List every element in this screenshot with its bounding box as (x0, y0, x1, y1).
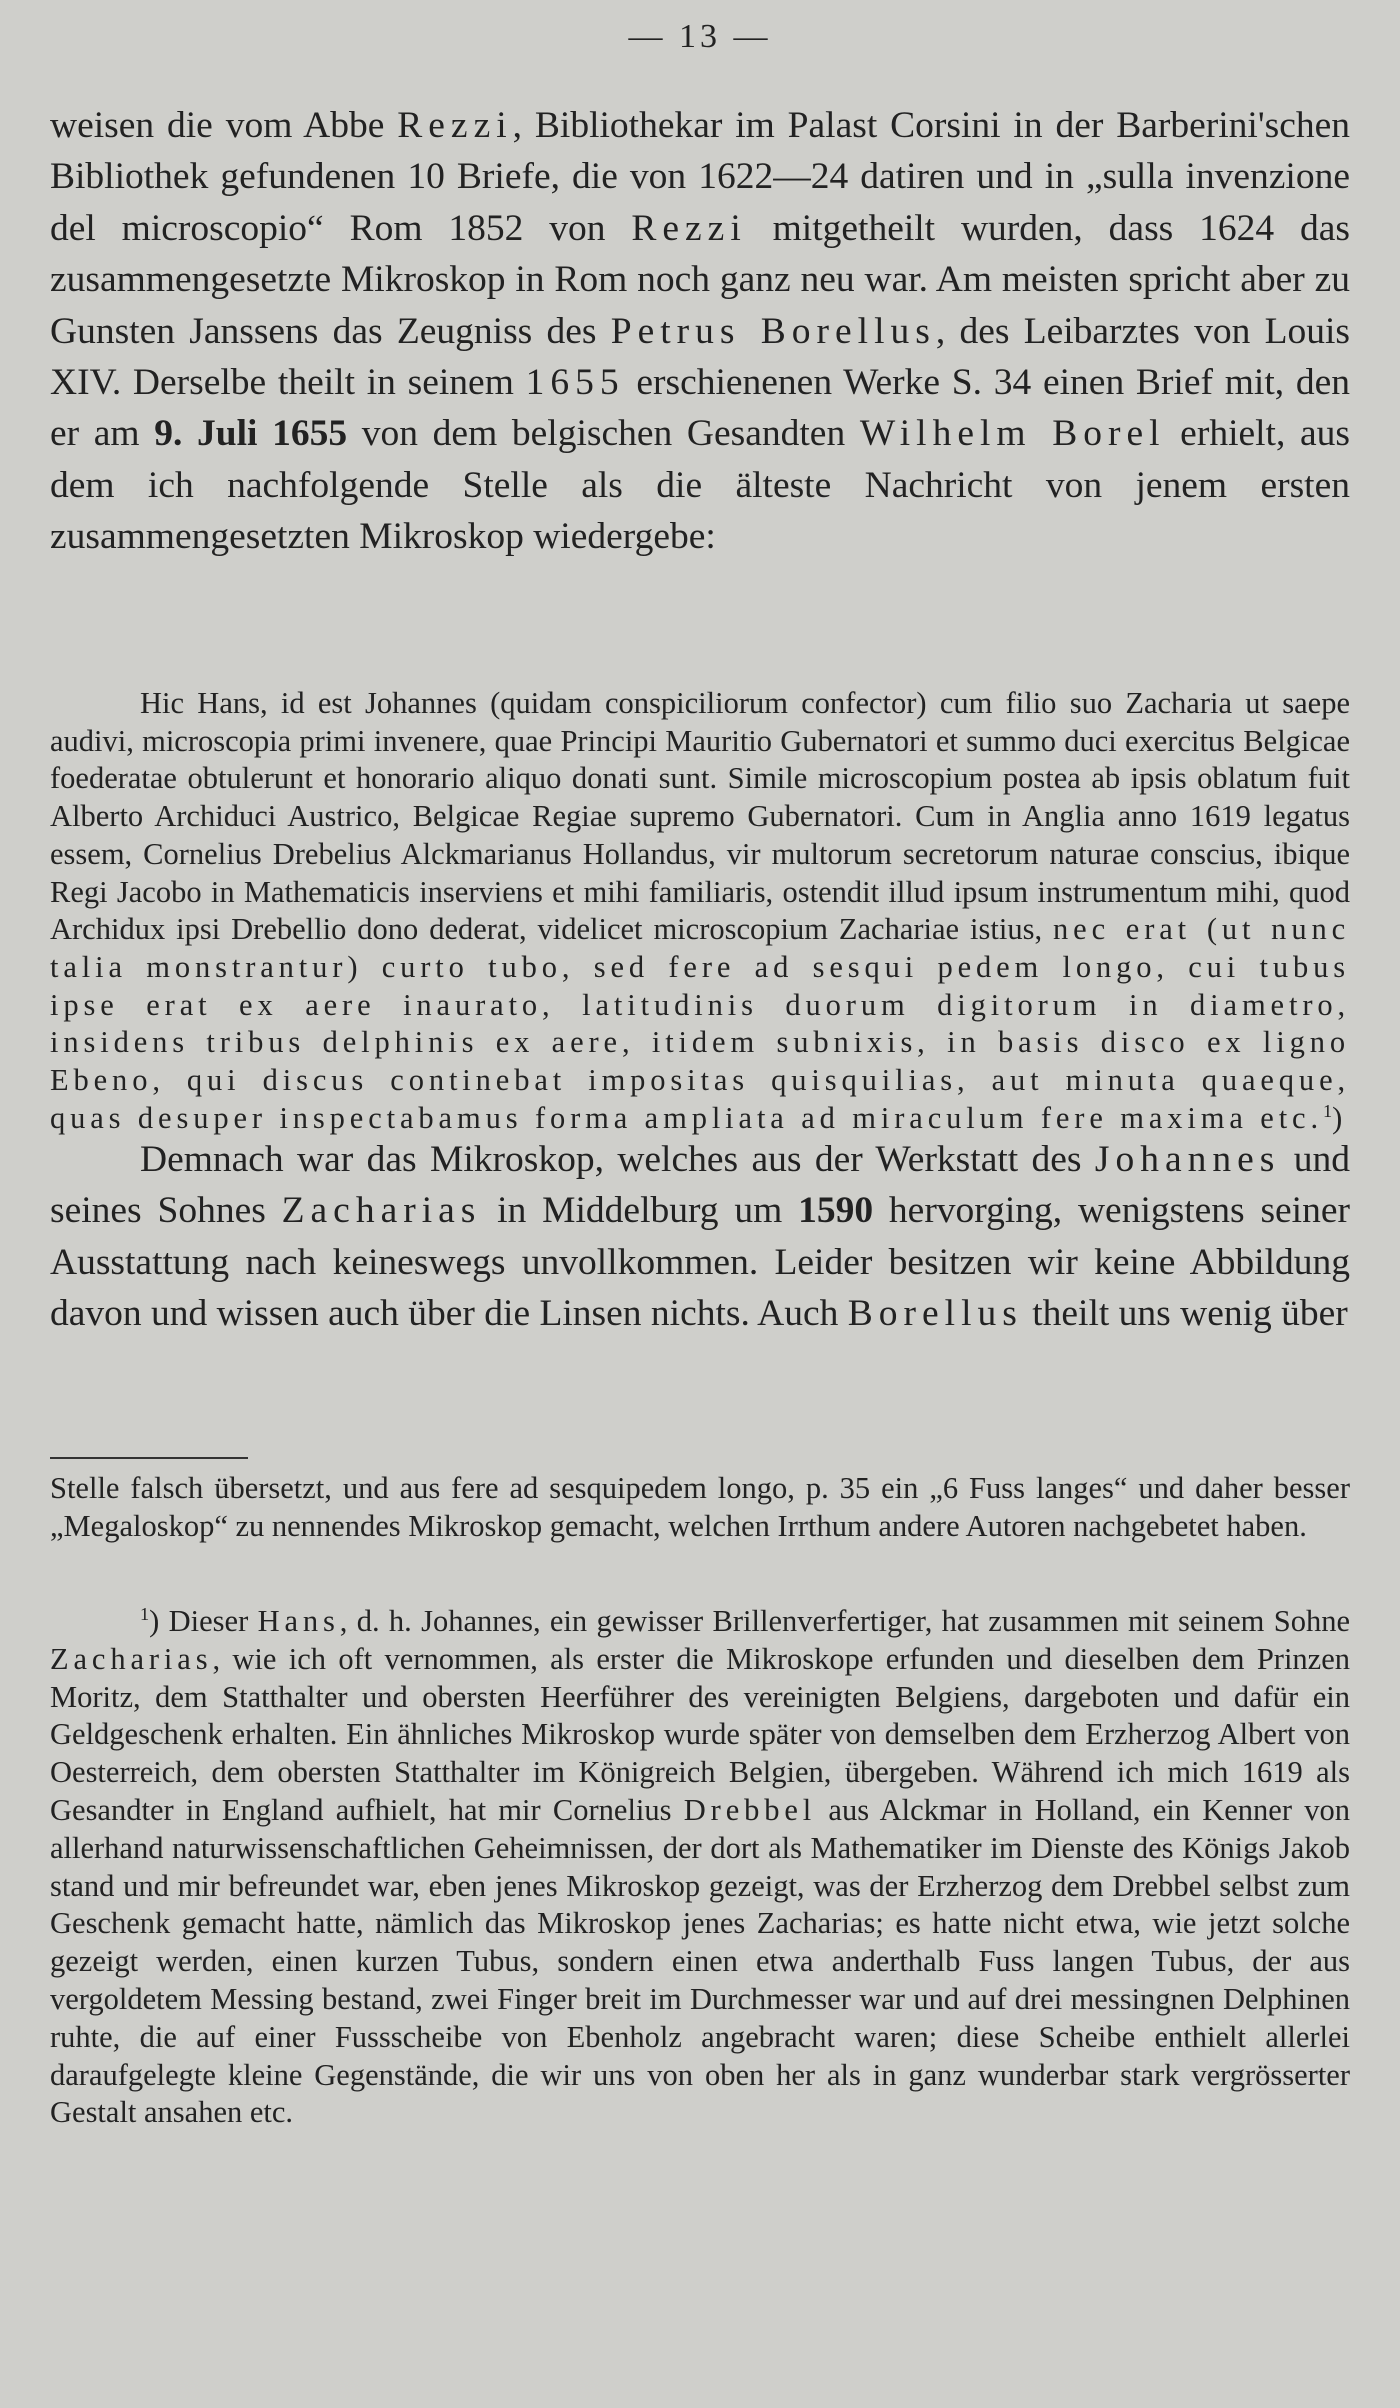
body-paragraph-2 (50, 1134, 1350, 1340)
footnote-mark: 1 (140, 1603, 150, 1624)
spaced-name-zacharias: Zacharias (50, 1641, 213, 1676)
text-run: ) Dieser (149, 1604, 258, 1638)
footnote-divider (50, 1457, 248, 1459)
body-paragraph-1 (50, 100, 1350, 563)
text-run: , wie ich oft vernommen, als erster die Mikroskope erfunden und dieselben dem Prinzen Moritz, dem Statthalter und obersten Heerführer des vereinigten Belgiens, dargeboten und dafür ein Geldgeschenk erhalten. Ein ähnliches Mikroskop wurde später von demselben dem Erzherzog Albert von Oesterreich, dem obersten Statthalter im Königreich Belgien, übergeben. Während ich mich 1619 als Gesandter in England aufhielt, hat mir Cornelius (50, 1641, 1350, 1827)
spaced-name-zacharias: Zacharias (281, 1190, 482, 1232)
footnote-ref: 1 (1322, 1100, 1333, 1121)
latin-quotation (50, 685, 1350, 1137)
footnote-1 (50, 1603, 1350, 2132)
text-run: erhielt, aus dem ich nachfolgende Stelle als die älteste Nachricht von jenem ersten zusammengesetzten Mikroskop wiedergebe: (50, 413, 1350, 558)
page-number: — 13 — (628, 18, 772, 55)
bold-date: 9. Juli 1655 (154, 413, 348, 455)
text-run: von dem belgischen Gesandten (347, 413, 860, 455)
bold-year: 1590 (798, 1190, 874, 1232)
spaced-year: 1655 (525, 362, 625, 404)
text-run: , d. h. Johannes, ein gewisser Brillenverfertiger, hat zusammen mit seinem Sohne (339, 1604, 1350, 1638)
text-run: Hic Hans, id est Johannes (quidam conspiciliorum confector) cum filio suo Zacharia ut saepe audivi, microscopia primi invenere, quae Principi Mauritio Gubernatori et summo duci exercitus Belgicae foederatae obtulerunt et honorario aliquo donati sunt. Simile microscopium postea ab ipsis oblatum fuit Alberto Archiduci Austrico, Belgicae Regiae supremo Gubernatori. Cum in Anglia anno 1619 legatus essem, Cornelius Drebelius Alckmarianus Hollandus, vir multorum secretorum naturae conscius, ibique Regi Jacobo in Mathematicis inserviens et mihi familiaris, ostendit illud ipsum instrumentum mihi, quod Archidux ipsi Drebellio dono dederat, videlicet microscopium Zachariae istius, (50, 686, 1350, 947)
spaced-name-rezzi: Rezzi (397, 105, 513, 146)
text-run: hervorging, wenigstens seiner Ausstattung nach keineswegs unvollkommen. Leider besitzen wir keine Abbildung davon und wissen auch über die Linsen nichts. Auch (50, 1190, 1350, 1335)
text-run: und seines Sohnes (50, 1139, 1351, 1232)
text-run: in Middelburg um (481, 1190, 799, 1232)
spaced-name-johannes: Johannes (1094, 1139, 1281, 1180)
text-run: theilt uns wenig über (1022, 1293, 1348, 1335)
spaced-quotation-text: nec erat (ut nunc talia monstrantur) curto tubo, sed fere ad sesqui pedem longo, cui tubus ipse erat ex aere inaurato, latitudinis duorum digitorum in diametro, insidens tribus delphinis ex aere, itidem subnixis, in basis disco ex ligno Ebeno, qui discus continebat impositas quisquilias, aut minuta quaeque, quas desuper inspectabamus forma ampliata ad miraculum fere maxima etc. (50, 912, 1350, 1135)
text-run: mitgetheilt wurden, dass 1624 das zusammengesetzte Mikroskop in Rom noch ganz neu war. Am meisten spricht aber zu Gunsten Janssens das Zeugniss des (50, 207, 1350, 352)
spaced-name-hans: Hans (257, 1604, 340, 1638)
text-run: aus Alckmar in Holland, ein Kenner von allerhand naturwissenschaftlichen Geheimnissen, der dort als Mathematiker im Dienste des Königs Jakob stand und mir befreundet war, eben jenes Mikroskop gezeigt, was der Erzherzog dem Drebbel selbst zum Geschenk gemacht hatte, nämlich das Mikroskop jenes Zacharias; es hatte nicht etwa, wie jetzt solche gezeigt werden, einen kurzen Tubus, sondern einen etwa anderthalb Fuss langen Tubus, der aus vergoldetem Messing bestand, zwei Finger breit im Durchmesser war und auf drei messingnen Delphinen ruhte, die auf einer Fussscheibe von Ebenholz angebracht waren; diese Scheibe enthielt allerlei daraufgelegte kleine Gegenstände, die wir uns von oben her als in ganz wunderbar stark vergrösserter Gestalt ansahen etc. (50, 1792, 1350, 2130)
text-run: weisen die vom Abbe (50, 105, 398, 146)
spaced-name-drebbel: Drebbel (683, 1792, 817, 1827)
spaced-name-wilhelm-borel: Wilhelm Borel (859, 413, 1166, 455)
text-run: Demnach war das Mikroskop, welches aus der Werkstatt des (140, 1139, 1095, 1180)
spaced-name-petrus-borellus: Petrus Borellus (610, 310, 936, 352)
text-run: erschienenen Werke S. 34 einen Brief mit, den er am (50, 362, 1350, 455)
spaced-name-borellus: Borellus (847, 1293, 1023, 1335)
spaced-name-rezzi: Rezzi (631, 207, 747, 249)
text-run: , Bibliothekar im Palast Corsini in der Barberini'schen Bibliothek gefundenen 10 Briefe, die von 1622—24 datiren und in „sulla invenzione del microscopio“ Rom 1852 von (50, 105, 1350, 249)
text-run: ) (1332, 1100, 1343, 1135)
text-run: , des Leibarztes von Louis XIV. Derselbe theilt in seinem (50, 310, 1351, 404)
footnote-continuation: Stelle falsch übersetzt, und aus fere ad sesquipedem longo, p. 35 ein „6 Fuss langes“ und daher besser „Megaloskop“ zu nennendes Mikroskop gemacht, welchen Irrthum andere Autoren nachgebetet haben. (50, 1471, 1350, 1543)
